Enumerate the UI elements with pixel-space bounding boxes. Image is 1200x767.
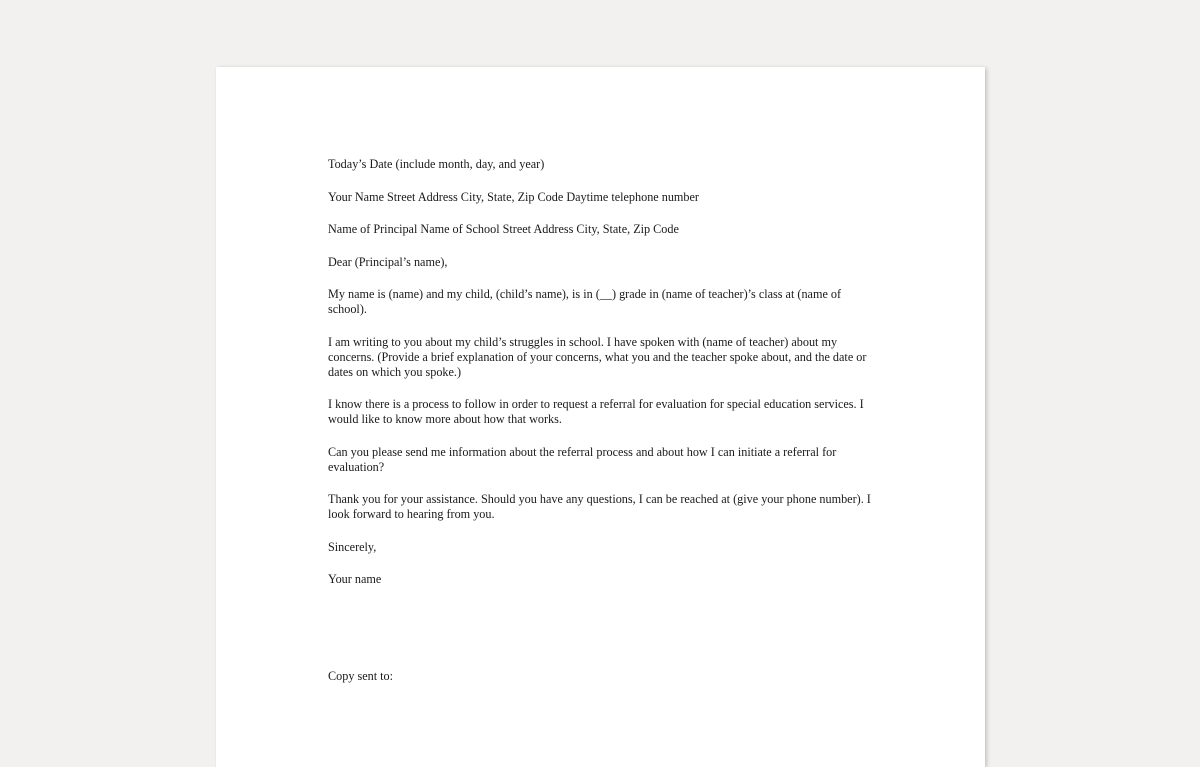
sender-address: Your Name Street Address City, State, Zip Code Daytime telephone number — [328, 189, 699, 204]
document-page — [216, 67, 985, 767]
request-paragraph: Can you please send me information about the referral process and about how I can initiate a referral for evaluation? — [328, 444, 837, 474]
closing: Sincerely, — [328, 539, 377, 554]
copy-sent-to: Copy sent to: — [328, 668, 394, 683]
signature: Your name — [328, 572, 382, 586]
salutation: Dear (Principal’s name), — [328, 254, 448, 269]
intro-paragraph: My name is (name) and my child, (child’s name), is in (__) grade in (name of teacher)’s class at (name of school). — [328, 287, 842, 316]
thanks-paragraph: Thank you for your assistance. Should you have any questions, I can be reached at (give your phone number). I look forward to hearing from you. — [328, 492, 871, 521]
recipient-address: Name of Principal Name of School Street Address City, State, Zip Code — [328, 222, 679, 236]
signature-space — [328, 605, 880, 669]
process-paragraph: I know there is a process to follow in order to request a referral for evaluation for special education services. I would like to know more about how that works. — [328, 397, 864, 426]
concerns-paragraph: I am writing to you about my child’s struggles in school. I have spoken with (name of teacher) about my concerns. (Provide a brief explanation of your concerns, what you and the teacher spoke about, and the date or dates on which you spoke.) — [328, 334, 867, 379]
letter-body — [328, 157, 880, 701]
date-line: Today’s Date (include month, day, and year) — [328, 157, 545, 171]
